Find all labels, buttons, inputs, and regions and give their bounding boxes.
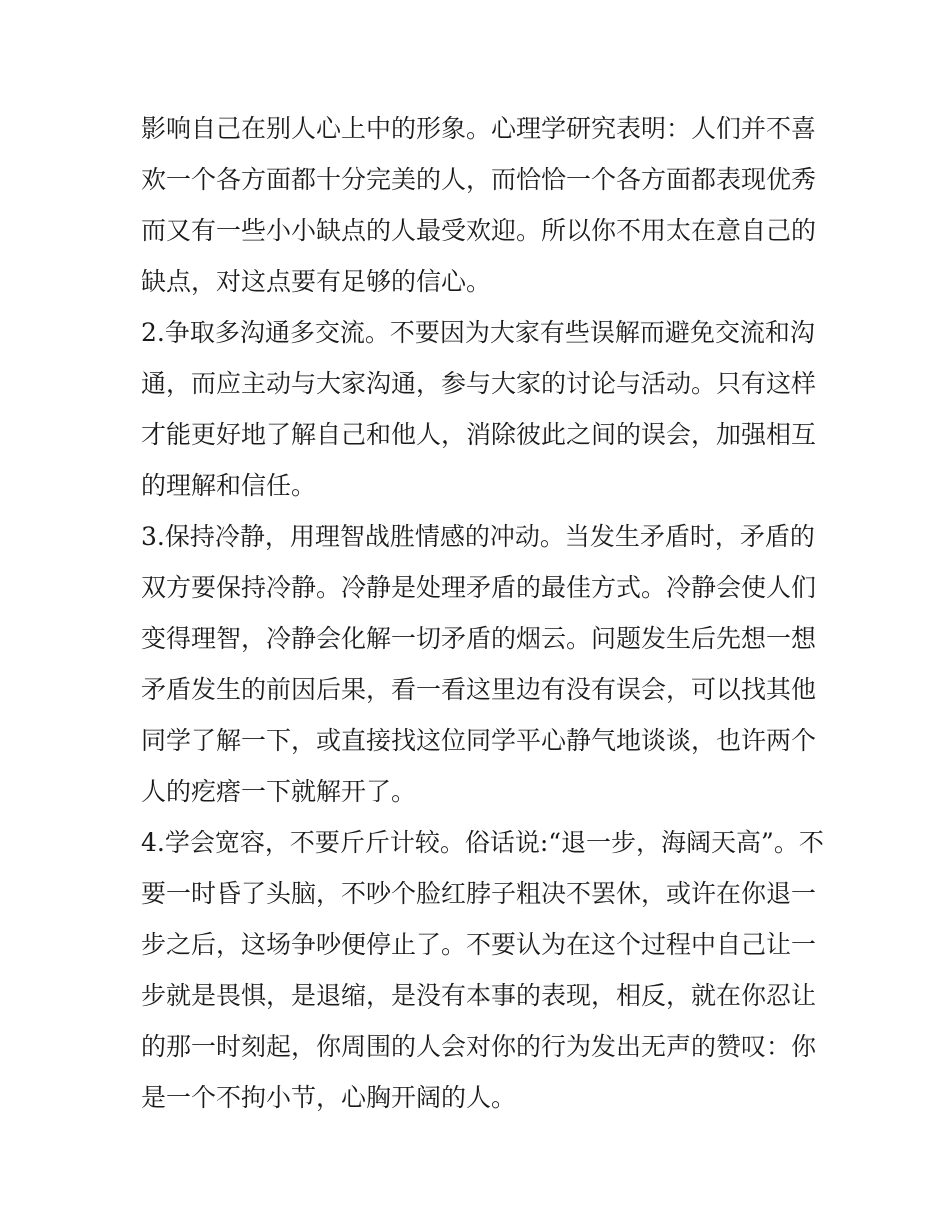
text-line: 2.争取多沟通多交流。不要因为大家有些误解而避免交流和沟: [141, 318, 815, 347]
document-body: [141, 103, 824, 1123]
text-line: 3.保持冷静，用理智战胜情感的冲动。当发生矛盾时，矛盾的: [141, 522, 815, 551]
text-line: 步就是畏惧，是退缩，是没有本事的表现，相反，就在你忍让: [141, 981, 817, 1010]
text-line: 而又有一些小小缺点的人最受欢迎。所以你不用太在意自己的: [141, 216, 817, 245]
text-line: 的那一时刻起，你周围的人会对你的行为发出无声的赞叹：你: [141, 1032, 817, 1061]
text-line: 人的疙瘩一下就解开了。: [141, 777, 417, 806]
text-line: 4.学会宽容，不要斤斤计较。俗话说:“退一步，海阔天高”。不: [141, 828, 824, 857]
text-line: 通，而应主动与大家沟通，参与大家的讨论与活动。只有这样: [141, 369, 817, 398]
text-line: 缺点，对这点要有足够的信心。: [141, 267, 492, 296]
text-line: 是一个不拘小节，心胸开阔的人。: [141, 1083, 517, 1112]
text-line: 影响自己在别人心上中的形象。心理学研究表明：人们并不喜: [141, 114, 817, 143]
text-line: 双方要保持冷静。冷静是处理矛盾的最佳方式。冷静会使人们: [141, 573, 817, 602]
text-line: 变得理智，冷静会化解一切矛盾的烟云。问题发生后先想一想: [141, 624, 817, 653]
text-line: 的理解和信任。: [141, 471, 317, 500]
text-line: 要一时昏了头脑，不吵个脸红脖子粗决不罢休，或许在你退一: [141, 879, 817, 908]
text-line: 欢一个各方面都十分完美的人，而恰恰一个各方面都表现优秀: [141, 165, 817, 194]
text-line: 同学了解一下，或直接找这位同学平心静气地谈谈，也许两个: [141, 726, 817, 755]
text-line: 矛盾发生的前因后果，看一看这里边有没有误会，可以找其他: [141, 675, 817, 704]
text-line: 步之后，这场争吵便停止了。不要认为在这个过程中自己让一: [141, 930, 817, 959]
text-line: 才能更好地了解自己和他人，消除彼此之间的误会，加强相互: [141, 420, 817, 449]
